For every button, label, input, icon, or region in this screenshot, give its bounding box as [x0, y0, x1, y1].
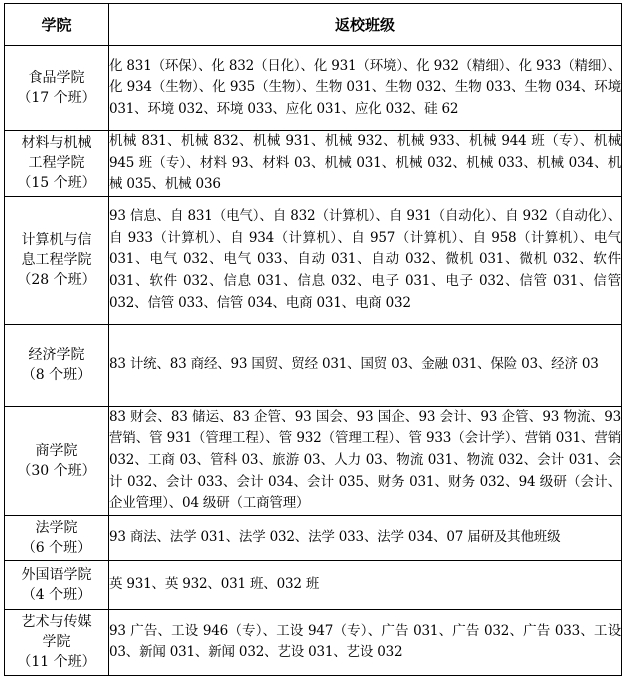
table-header-row: [5, 4, 622, 46]
college-name: 计算机与信: [21, 232, 92, 249]
class-count: （30 个班）: [17, 462, 96, 479]
class-count: （28 个班）: [17, 272, 96, 289]
class-count: （6 个班）: [21, 539, 92, 556]
class-count: （11 个班）: [17, 654, 96, 671]
college-cell: [5, 515, 109, 560]
table-row: [5, 46, 622, 131]
classes-cell: 93 广告、工设 946（专）、工设 947（专）、广告 031、广告 032、广告 033、工设 03、新闻 031、新闻 032、艺设 031、艺设 032: [109, 609, 622, 675]
college-name: 材料与机械: [21, 135, 92, 152]
college-name: 商学院: [35, 442, 78, 459]
classes-cell: 83 财会、83 储运、83 企管、93 国会、93 国企、93 会计、93 企管、93 物流、93 营销、管 931（管理工程）、管 932（管理工程）、管 933（会计学）、营销 031、营销 032、工商 03、管科 03、旅游 03、人力 03、物流 031、物流 032、会计 031、会计 032、会计 033、会计 034、会计 035、财务 031、财务 032、94 级研（会计、企业管理）、04 级研（工商管理）: [109, 406, 622, 515]
college-cell: [5, 609, 109, 675]
college-name: 法学院: [35, 519, 78, 536]
header-college: 学院: [5, 4, 109, 46]
college-name: 食品学院: [28, 70, 85, 86]
class-table: [4, 3, 622, 676]
classes-cell: 化 831（环保）、化 832（日化）、化 931（环境）、化 932（精细）、化 933（精细）、化 934（生物）、化 935（生物）、生物 031、生物 032、生物 033、生物 034、环境 031、环境 032、环境 033、应化 031、应化 032、硅 62: [109, 46, 622, 131]
table-row: [5, 196, 622, 324]
college-cell: [5, 324, 109, 406]
table-row: [5, 515, 622, 560]
table-row: [5, 609, 622, 675]
classes-cell: 93 商法、法学 031、法学 032、法学 033、法学 034、07 届研及其他班级: [109, 515, 622, 560]
classes-cell: 93 信息、自 831（电气）、自 832（计算机）、自 931（自动化）、自 932（自动化）、自 933（计算机）、自 934（计算机）、自 957（计算机）、自 958（计算机）、电气 031、电气 032、电气 033、自动 031、自动 032、微机 031、微机 032、软件 031、软件 032、信息 031、信息 032、电子 031、电子 032、信管 031、信管 032、信管 033、信管 034、电商 031、电商 032: [109, 196, 622, 324]
table-row: [5, 560, 622, 609]
class-count: （17 个班）: [17, 90, 96, 106]
table-row: [5, 324, 622, 406]
college-cell: [5, 131, 109, 197]
college-name: 工程学院: [28, 155, 85, 172]
college-name: 艺术与传媒: [21, 614, 92, 631]
class-count: （4 个班）: [21, 586, 92, 603]
college-cell: [5, 560, 109, 609]
college-name: 外国语学院: [21, 566, 92, 583]
header-classes: 返校班级: [109, 4, 622, 46]
class-count: （15 个班）: [17, 175, 96, 192]
classes-cell: 机械 831、机械 832、机械 931、机械 932、机械 933、机械 944 班（专）、机械 945 班（专）、材料 93、材料 03、机械 031、机械 032、机械 033、机械 034、机械 035、机械 036: [109, 131, 622, 197]
college-cell: [5, 196, 109, 324]
college-name: 学院: [42, 634, 71, 651]
college-cell: [5, 406, 109, 515]
table-row: [5, 131, 622, 197]
college-cell: [5, 46, 109, 131]
classes-cell: 英 931、英 932、031 班、032 班: [109, 560, 622, 609]
college-name: 经济学院: [28, 347, 85, 364]
class-count: （8 个班）: [21, 367, 92, 384]
table-row: [5, 406, 622, 515]
classes-cell: 83 计统、83 商经、93 国贸、贸经 031、国贸 03、金融 031、保险 03、经济 03: [109, 324, 622, 406]
college-name: 息工程学院: [21, 252, 92, 269]
